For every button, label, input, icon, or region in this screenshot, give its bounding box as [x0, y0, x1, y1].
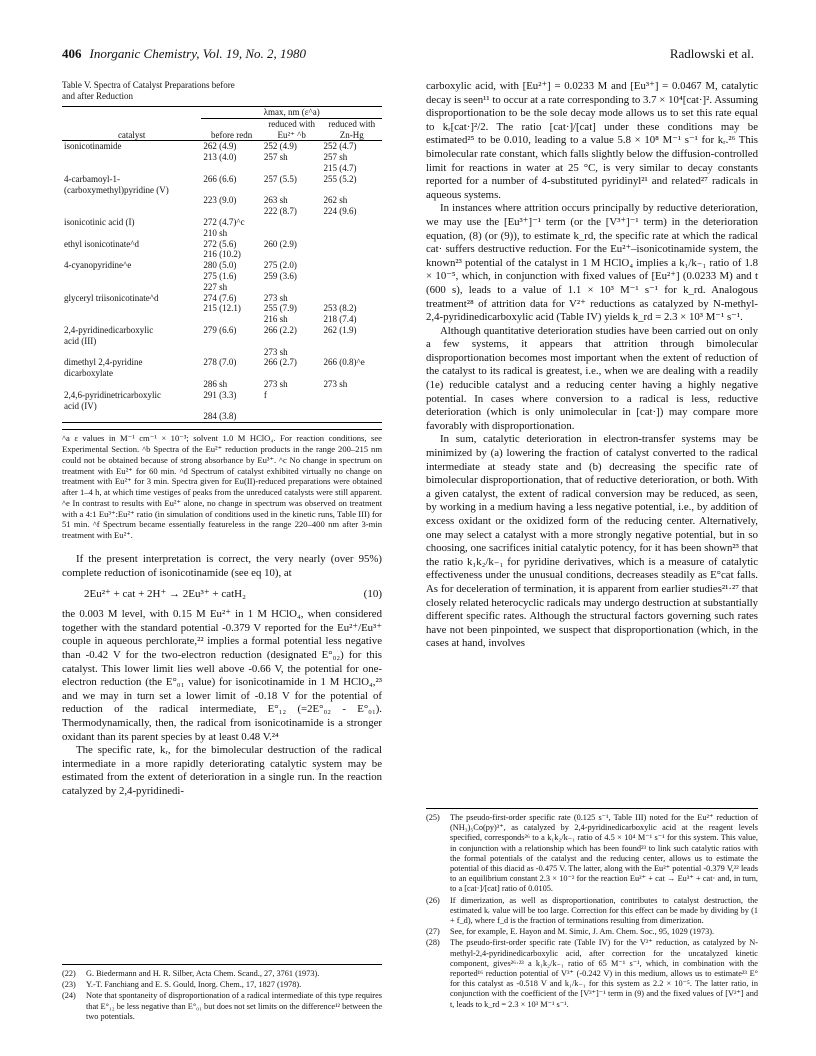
table-row — [62, 249, 382, 260]
col-header-catalyst: catalyst — [117, 129, 146, 140]
paragraph: carboxylic acid, with [Eu²⁺] = 0.0233 M and [Eu³⁺] = 0.0467 M, catalytic decay is seen¹¹ to occur at a rate corresponding to 3.7 × 10⁴[cat·]². Assuming disproportionation to be the sole decay mode allows us to set this rate equal to kᵣ[cat·]²/2. The ratio [cat·]/[cat] under these conditions may be estimated²⁵ to be 0.010, leading to a value 5.8 × 10⁸ M⁻¹ s⁻¹ for kᵣ.²⁶ This bimolecular rate constant, which falls slightly below the diffusion-controlled limit for reactions in water at 25 °C, is very similar to decay constants reported for a number of 4-substituted pyridinyl²¹ and related²⁷ radicals in aqueous systems. — [426, 80, 758, 201]
table-cell-before: 210 sh — [203, 227, 228, 238]
table-cell-before — [201, 163, 261, 174]
table-cell-before — [201, 314, 261, 325]
table-cell-before: 279 (6.6) — [203, 324, 237, 335]
table-cell-catalyst: 4-carbamoyl-1- — [64, 173, 120, 184]
left-body-text — [62, 553, 382, 799]
table-cell-eu — [262, 228, 322, 239]
table-cell-eu — [262, 368, 322, 379]
footnote: (23) Y.-T. Fanchiang and E. S. Gould, Inorg. Chem., 17, 1827 (1978). — [62, 980, 302, 990]
table-row — [62, 325, 382, 336]
table-cell-eu — [262, 217, 322, 228]
table-cell-before: 286 sh — [203, 378, 228, 389]
table-cell-before: 223 (9.0) — [203, 195, 237, 206]
table-cell-catalyst: glyceryl triisonicotinate^d — [64, 292, 159, 303]
table-row — [62, 239, 382, 250]
table-cell-zn — [322, 260, 382, 271]
table-cell-zn: 266 (0.8)^e — [323, 357, 365, 368]
table-row — [62, 336, 382, 347]
table-cell-catalyst: dicarboxylate — [64, 368, 113, 379]
left-column — [62, 80, 382, 799]
table-cell-catalyst — [62, 163, 201, 174]
header-authors: Radlowski et al. — [669, 46, 754, 61]
table-cell-eu: 275 (2.0) — [263, 260, 297, 271]
table-cell-catalyst — [62, 228, 201, 239]
table-row — [62, 314, 382, 325]
paragraph: The specific rate, kᵣ, for the bimolecular destruction of the radical intermediate in a more rapidly deteriorating catalytic system may be estimated from the extent of deterioration in a single run. In the reaction catalyzed by 2,4-pyridinedi- — [62, 744, 382, 797]
table-row — [62, 206, 382, 217]
table-cell-catalyst — [62, 303, 201, 314]
left-footnotes — [62, 964, 382, 1023]
table-cell-eu: 273 sh — [263, 346, 288, 357]
table-cell-catalyst — [62, 314, 201, 325]
table-cell-zn: 224 (9.6) — [323, 206, 357, 217]
table-cell-zn: 215 (4.7) — [323, 162, 357, 173]
paragraph: In instances where attrition occurs principally by reductive deterioration, we may use the [Eu³⁺]⁻¹ term (or the [V³⁺]⁻¹ term) in the deterioration equation, (8) (or (9)), to estimate k_rd, the specific rate at which the radical cat· suffers destructive reduction. For the Eu²⁺–isonicotinamide system, the known²³ potential of the catalyst in 1 M HClO₄ implies a k₁/k₋₁ ratio of 1.8 × 10⁻⁵, which, in conjunction with fixed values of [Eu²⁺] (0.0233 M) and t (600 s), leads to a value of 1.1 × 10³ M⁻¹ s⁻¹ for k_rd. Analogous treatment²⁸ of attrition data for V²⁺ reductions as catalyzed by N-methyl-2,4-pyridinedicarboxylic acid (Table IV) yields k_rd = 2.3 × 10³ M⁻¹ s⁻¹. — [426, 202, 758, 324]
table-cell-eu: 216 sh — [263, 314, 288, 325]
table-row — [62, 411, 382, 422]
spectra-table — [62, 106, 382, 423]
table-cell-eu: 266 (2.7) — [263, 357, 297, 368]
table-group-header: λmax, nm (ε^a) — [201, 107, 382, 119]
table-cell-catalyst: 4-cyanopyridine^e — [64, 260, 132, 271]
right-column — [426, 80, 758, 651]
table-row — [62, 368, 382, 379]
table-cell-catalyst: isonicotinamide — [64, 141, 122, 152]
table-cell-before: 278 (7.0) — [203, 357, 237, 368]
table-cell-catalyst — [62, 206, 201, 217]
equation-text: 2Eu²⁺ + cat + 2H⁺ → 2Eu³⁺ + catH₂ — [84, 588, 246, 601]
table-cell-zn: 218 (7.4) — [323, 314, 357, 325]
table-cell-catalyst: (carboxymethyl)pyridine (V) — [64, 184, 169, 195]
table-cell-before — [201, 336, 261, 347]
paragraph: Although quantitative deterioration studies have been carried out on only a few systems, it appears that attrition through bimolecular disproportionation becomes most important when the extent of reduction of the catalyst to its radical is greatest, i.e., when we are dealing with a readily (1e) reducible catalyst and a reducing center having a highly negative potential. In cases where conversion to a radical is less, reductive deterioration (which is only unimolecular in [cat·]) may compare more favorably with disproportionation. — [426, 324, 758, 432]
table-caption-line-1: Table V. Spectra of Catalyst Preparations before — [62, 80, 235, 90]
table-cell-eu: 273 sh — [263, 378, 288, 389]
table-cell-eu: 260 (2.9) — [263, 238, 297, 249]
footnote: (25) The pseudo-first-order specific rate (0.125 s⁻¹, Table III) noted for the Eu²⁺ reduction of (NH₃)₅Co(py)³⁺, as catalyzed by 2,4-pyridinedicarboxylic acid at the reagent levels specified, corresponds²⁶ to a k₁k₂/k₋₁ ratio of 4.5 × 10⁴ M⁻¹ s⁻¹ for this system. This value, in conjunction with a relationship which has been found²³ to link such catalytic ratios with the formal potentials of the catalyst and the reducing center, allows us to estimate the potential of this diacid as -0.475 V. The latter, along with the Eu²⁺ potential -0.379 V,²² leads to an equilibrium constant 2.3 × 10⁻² for the reaction Eu²⁺ + cat → Eu³⁺ + cat· and, in turn, to a [cat·]/[cat] ratio of 0.0105. — [426, 813, 758, 894]
table-cell-zn — [322, 347, 382, 358]
footnote: (27) See, for example, E. Hayon and M. Simic, J. Am. Chem. Soc., 95, 1029 (1973). — [426, 927, 715, 937]
table-cell-catalyst: ethyl isonicotinate^d — [64, 238, 139, 249]
table-cell-before — [201, 401, 261, 412]
table-cell-catalyst: acid (IV) — [64, 400, 97, 411]
table-cell-eu — [262, 185, 322, 196]
table-cell-zn — [322, 249, 382, 260]
table-cell-zn — [322, 401, 382, 412]
table-cell-catalyst — [62, 282, 201, 293]
table-cell-before: 291 (3.3) — [203, 389, 237, 400]
paragraph: In sum, catalytic deterioration in electron-transfer systems may be minimized by (a) lowering the fraction of catalyst converted to the radical intermediate at steady state and (b) decreasing the specific rate of bimolecular disproportionation, that of reductive deterioration, or both. With a given catalyst, the extent of radical conversion may be reduced, as seen, by working in a medium having a less negative potential, i.e., by addition of excess oxidant or the oxidized form of the reducing center. Alternatively, one may select a catalyst with a more strongly negative potential, but in so choosing, one sacrifices initial catalytic potency, for it has been shown²³ that the ratio k₁k₂/k₋₁ for pyridine derivatives, which is a measure of catalytic effectiveness under the unusual conditions, decreases steadily as E°cat falls. As for deceleration of termination, it is apparent from earlier studies²¹·²⁷ that closely related heterocyclic radicals may undergo destruction at substantially different specific rates. Although the structural factors governing such rates have not been pinpointed, we suspect that disproportionation (which, in the cases at hand, involves — [426, 433, 758, 650]
table-cell-zn — [322, 368, 382, 379]
table-row — [62, 195, 382, 206]
table-cell-catalyst — [62, 249, 201, 260]
table-cell-eu: 273 sh — [263, 292, 288, 303]
table-cell-zn: 255 (5.2) — [323, 173, 357, 184]
table-cell-zn — [322, 217, 382, 228]
table-cell-zn — [322, 390, 382, 401]
table-cell-eu: 257 sh — [263, 152, 288, 163]
table-cell-before: 274 (7.6) — [203, 292, 237, 303]
table-cell-zn — [322, 271, 382, 282]
table-cell-catalyst — [62, 271, 201, 282]
table-cell-before — [201, 347, 261, 358]
table-row — [62, 174, 382, 185]
footnote: (28) The pseudo-first-order specific rate (Table IV) for the V²⁺ reduction, as catalyzed by N-methyl-2,4-pyridinedicarboxylic acid, after correction for the uncatalyzed kinetic component, gives²⁶·²³ a k₁k₂/k₋₁ ratio of 65 M⁻¹ s⁻¹, which, in combination with the reported¹⁶ reduction potential of V³⁺ (-0.242 V) in this medium, allows us to estimate²³ E° for this catalyst as -0.518 V and k₁/k₋₁ for this system as 2.2 × 10⁻⁵. The latter ratio, in conjunction with the coefficient of the [V³⁺]⁻¹ term in (9) and the fixed values of [V²⁺] and t, leads to k_rd = 2.3 × 10³ M⁻¹ s⁻¹. — [426, 938, 758, 1009]
table-cell-eu — [262, 401, 322, 412]
table-cell-catalyst: isonicotinic acid (I) — [64, 216, 135, 227]
table-cell-catalyst: 2,4,6-pyridinetricarboxylic — [64, 389, 161, 400]
table-body — [62, 141, 382, 423]
table-cell-zn — [322, 185, 382, 196]
table-cell-eu — [262, 411, 322, 422]
table-cell-catalyst — [62, 379, 201, 390]
table-cell-zn: 257 sh — [323, 152, 348, 163]
table-cell-eu: 259 (3.6) — [263, 270, 297, 281]
table-cell-before: 272 (5.6) — [203, 238, 237, 249]
table-cell-catalyst: acid (III) — [64, 335, 97, 346]
table-cell-zn: 252 (4.7) — [323, 141, 357, 152]
table-row — [62, 228, 382, 239]
paragraph: If the present interpretation is correct, the very nearly (over 95%) complete reduction of isonicotinamide (see eq 10), at — [62, 553, 382, 579]
table-cell-zn — [322, 336, 382, 347]
table-cell-zn — [322, 293, 382, 304]
table-row — [62, 401, 382, 412]
table-cell-eu: 255 (7.9) — [263, 303, 297, 314]
header-left — [62, 46, 306, 62]
page-number: 406 — [62, 46, 82, 61]
table-cell-catalyst: 2,4-pyridinedicarboxylic — [64, 324, 154, 335]
table-cell-eu — [262, 163, 322, 174]
table-cell-eu: 222 (8.7) — [263, 206, 297, 217]
table-cell-eu: 266 (2.2) — [263, 324, 297, 335]
table-row — [62, 347, 382, 358]
paragraph: the 0.003 M level, with 0.15 M Eu²⁺ in 1 M HClO₄, when considered together with the standard potential -0.379 V reported for the Eu²⁺/Eu³⁺ couple in aqueous perchlorate,²² implies a formal potential less negative than -0.42 V for the two-electron reduction (designated E°₀₂) for this catalyst. This lower limit lies well above -0.66 V, the potential for one-electron reduction (the E°₀₁ value) for isonicotinamide in 1 M HClO₄,²³ and we may in turn set a lower limit of -0.18 V for the potential of reduction of the radical intermediate, E°₁₂ (=2E°₀₂ - E°₀₁). Thermodynamically, then, the radical from isonicotinamide is a stronger oxidant than its parent species by at least 0.48 V.²⁴ — [62, 608, 382, 743]
table-cell-catalyst: dimethyl 2,4-pyridine — [64, 357, 143, 368]
table-caption — [62, 80, 382, 102]
right-footnotes — [426, 808, 758, 1011]
footnote: (22) G. Biedermann and H. R. Silber, Acta Chem. Scand., 27, 3761 (1973). — [62, 969, 320, 978]
table-cell-eu: 257 (5.5) — [263, 173, 297, 184]
table-row — [62, 141, 382, 152]
col-header-eu: reduced with Eu²⁺ ^b — [268, 118, 316, 140]
table-cell-eu — [262, 336, 322, 347]
table-cell-catalyst — [62, 152, 201, 163]
table-cell-before: 215 (12.1) — [203, 303, 241, 314]
table-cell-zn — [322, 282, 382, 293]
table-row — [62, 303, 382, 314]
table-cell-eu: 252 (4.9) — [263, 141, 297, 152]
table-cell-catalyst — [62, 347, 201, 358]
table-row — [62, 379, 382, 390]
table-cell-before: 284 (3.8) — [203, 411, 237, 422]
table-row — [62, 260, 382, 271]
table-cell-before: 272 (4.7)^c — [203, 216, 245, 227]
table-cell-eu: f — [263, 389, 267, 400]
table-cell-before: 213 (4.0) — [203, 152, 237, 163]
table-cell-before: 262 (4.9) — [203, 141, 237, 152]
table-cell-before — [201, 368, 261, 379]
table-cell-before: 266 (6.6) — [203, 173, 237, 184]
col-header-zn: reduced with Zn-Hg — [328, 118, 376, 140]
table-cell-before — [201, 185, 261, 196]
col-header-before: before redn — [211, 129, 253, 140]
table-cell-catalyst — [62, 411, 201, 422]
table-footnotes: ^a ε values in M⁻¹ cm⁻¹ × 10⁻³; solvent 1.0 M HClO₄. For reaction conditions, see Experimental Section. ^b Spectra of the Eu²⁺ reduction products in the range 200–215 nm could not be obtained because of strong absorbance by Eu³⁺. ^c No change in spectrum on treatment with Eu²⁺ for 60 min. ^d Spectrum of catalyst exhibited virtually no change on treatment with Eu²⁺ for 3 min. Spectra given for Eu(II)-reduced preparations were obtained after 1–4 h, at which time vestiges of peaks from the unreduced catalysts were still apparent. ^e In contrast to results with Eu²⁺ alone, no change in spectrum was observed on treatment with a 4:1 Eu³⁺:Eu²⁺ ratio (in simulation of conditions used in the kinetic runs, Table III) for 51 min. ^f Spectrum became essentially featureless in the range 220–400 nm after 3-min treatment with Eu²⁺. — [62, 429, 382, 541]
page-header — [62, 46, 754, 66]
equation-number: (10) — [363, 588, 382, 601]
table-cell-zn: 253 (8.2) — [323, 303, 357, 314]
table-cell-zn: 273 sh — [323, 378, 348, 389]
table-row — [62, 185, 382, 196]
table-cell-zn — [322, 228, 382, 239]
right-body-text — [426, 80, 758, 651]
table-caption-line-2: and after Reduction — [62, 91, 133, 101]
table-cell-before: 275 (1.6) — [203, 270, 237, 281]
table-row — [62, 163, 382, 174]
table-row — [62, 293, 382, 304]
footnote: (24) Note that spontaneity of disproportionation of a radical intermediate of this type requires that E°₁₂ be less negative than E°₀₁ but does not set limits on the difference¹² between the two potentials. — [62, 991, 382, 1021]
table-row — [62, 152, 382, 163]
table-cell-before: 280 (5.0) — [203, 260, 237, 271]
table-cell-eu: 263 sh — [263, 195, 288, 206]
table-row — [62, 390, 382, 401]
footnote: (26) If dimerization, as well as disproportionation, contributes to catalyst destruction, the estimated kᵣ value will be too large. Correction for this effect can be made by dividing by (1 + f_d), where f_d is the fraction of terminations resulting from dimerization. — [426, 895, 758, 926]
table-cell-before — [201, 206, 261, 217]
table-row — [62, 271, 382, 282]
table-cell-catalyst — [62, 195, 201, 206]
table-cell-before: 227 sh — [203, 281, 228, 292]
journal-citation: Inorganic Chemistry, Vol. 19, No. 2, 1980 — [89, 46, 307, 61]
table-cell-zn — [322, 411, 382, 422]
table-cell-eu — [262, 282, 322, 293]
table-cell-before: 216 (10.2) — [203, 249, 241, 260]
table-cell-zn: 262 (1.9) — [323, 324, 357, 335]
table-cell-eu — [262, 249, 322, 260]
table-row — [62, 217, 382, 228]
table-row — [62, 357, 382, 368]
table-cell-zn: 262 sh — [323, 195, 348, 206]
equation-10 — [62, 588, 382, 602]
table-cell-zn — [322, 239, 382, 250]
table-row — [62, 282, 382, 293]
